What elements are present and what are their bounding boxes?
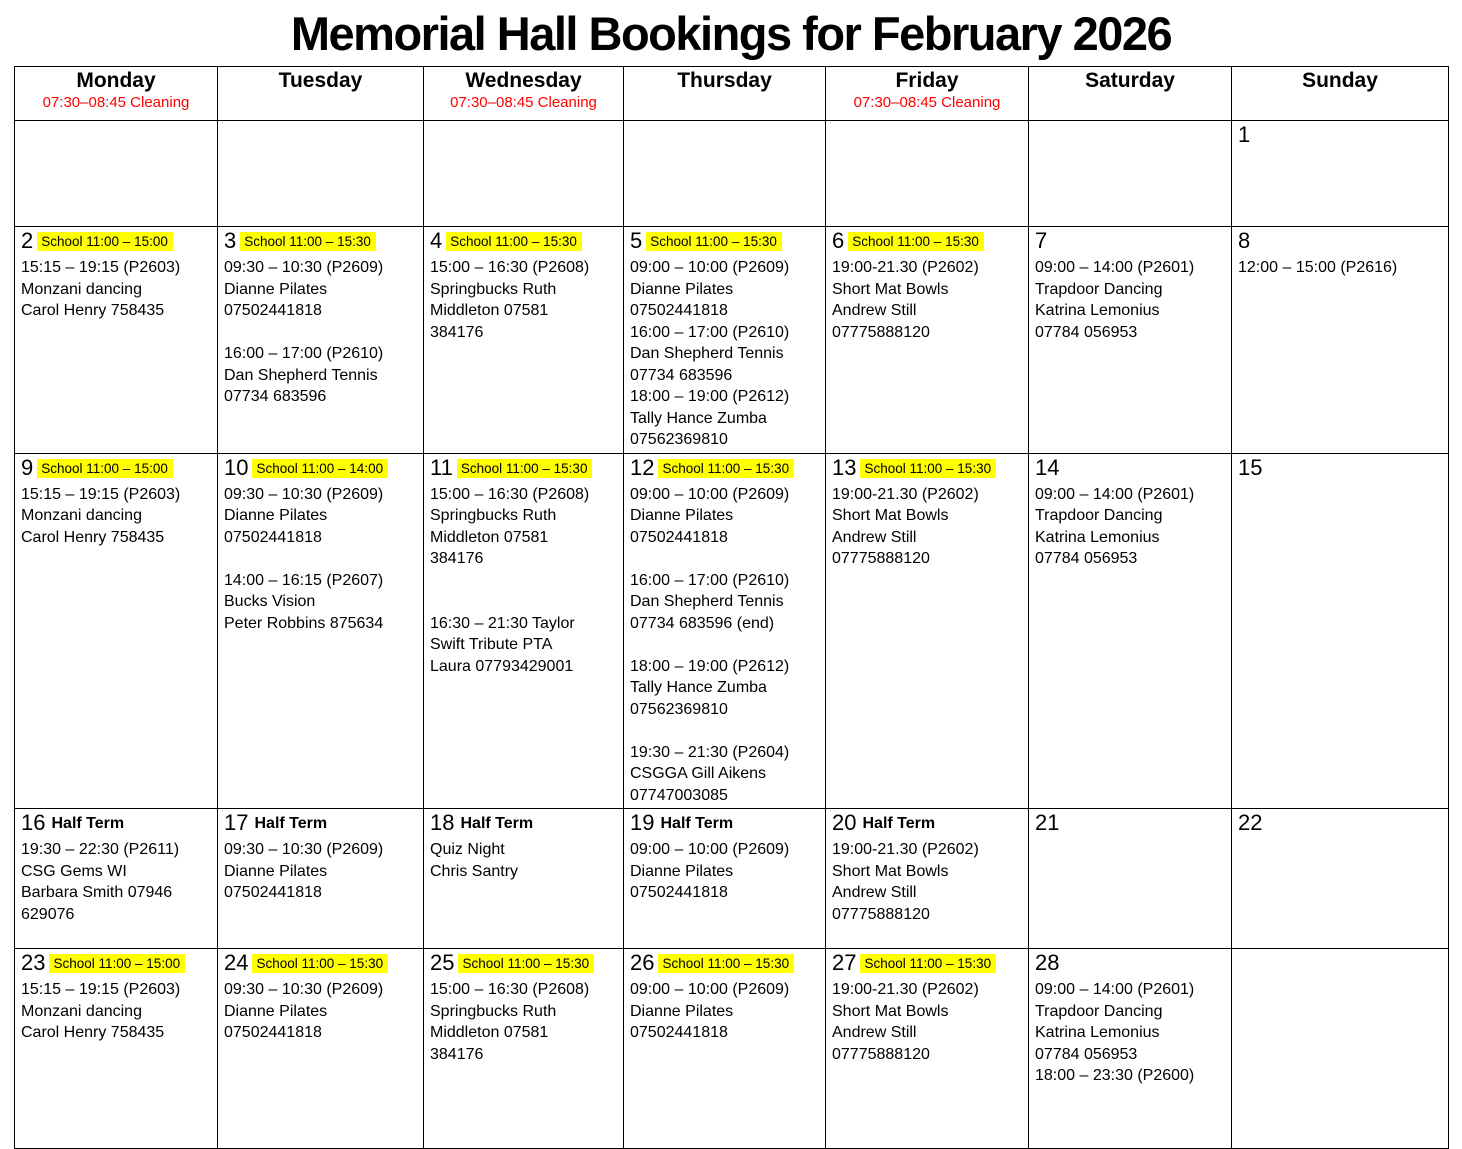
empty-day-cell [15, 121, 218, 227]
booking-line: 09:30 – 10:30 (P2609) [224, 981, 384, 998]
school-hours-badge: School 11:00 – 15:30 [240, 232, 376, 251]
booking-line: 07784 056953 [1035, 550, 1138, 567]
day-number: 16 [21, 810, 46, 835]
booking-line: 15:15 – 19:15 (P2603) [21, 485, 181, 503]
day-cell-2 [15, 227, 218, 454]
booking-line: 384176 [430, 550, 484, 567]
day-number: 14 [1035, 454, 1060, 480]
booking-line-spacer [224, 548, 420, 570]
empty-day-cell [218, 121, 424, 227]
day-cell-header [224, 455, 420, 484]
day-cell-26 [624, 949, 826, 1149]
day-number: 26 [630, 950, 655, 975]
day-cell-18 [424, 809, 624, 949]
weekday-label: Sunday [1302, 69, 1378, 92]
weekday-label: Saturday [1085, 69, 1175, 92]
school-hours-badge: School 11:00 – 15:00 [37, 232, 173, 251]
booking-line: 09:30 – 10:30 (P2609) [224, 485, 384, 503]
booking-line: Springbucks Ruth [430, 507, 557, 524]
booking-line: 07502441818 [224, 1024, 322, 1041]
booking-line: 18:00 – 19:00 (P2612) [630, 388, 790, 405]
day-cell-24 [218, 949, 424, 1149]
day-cell-header [430, 228, 620, 257]
booking-line: 09:30 – 10:30 (P2609) [224, 841, 384, 858]
day-number: 21 [1035, 810, 1060, 835]
booking-line: Katrina Lemonius [1035, 1024, 1160, 1041]
week-row-5 [15, 949, 1449, 1149]
day-number: 13 [832, 454, 857, 480]
day-number: 11 [430, 454, 453, 480]
day-cell-21 [1029, 809, 1232, 949]
booking-line-spacer [630, 548, 822, 570]
weekday-header-wednesday [424, 67, 624, 121]
day-number: 6 [832, 228, 845, 253]
booking-line: Carol Henry 758435 [21, 528, 165, 546]
day-number: 23 [21, 950, 46, 975]
weekday-header-monday [15, 67, 218, 121]
day-cell-header [832, 810, 1025, 839]
booking-line: Dianne Pilates [224, 280, 328, 298]
school-hours-badge: School 11:00 – 15:30 [658, 459, 794, 478]
booking-line: 07502441818 [630, 528, 728, 546]
booking-line: 07502441818 [630, 884, 728, 901]
day-cell-header [430, 950, 620, 979]
booking-line: 07775888120 [832, 550, 930, 567]
booking-line: 07784 056953 [1035, 323, 1138, 341]
booking-line: Swift Tribute PTA [430, 636, 553, 653]
bookings-calendar [14, 66, 1449, 1149]
week-row-4 [15, 809, 1449, 949]
day-number: 9 [21, 454, 34, 480]
booking-line: 09:00 – 14:00 (P2601) [1035, 259, 1195, 276]
weekday-label: Thursday [677, 69, 772, 92]
day-cell-17 [218, 809, 424, 949]
booking-line: Middleton 07581 [430, 528, 549, 546]
day-cell-19 [624, 809, 826, 949]
page-title: Memorial Hall Bookings for February 2026 [290, 7, 1172, 60]
booking-line: Short Mat Bowls [832, 1002, 949, 1020]
school-hours-badge: School 11:00 – 15:30 [860, 954, 996, 973]
booking-line: Middleton 07581 [430, 302, 549, 319]
school-hours-badge: School 11:00 – 15:30 [646, 232, 782, 251]
day-cell-header [1238, 455, 1445, 484]
booking-line: Short Mat Bowls [832, 862, 949, 880]
day-cell-9 [15, 453, 218, 809]
school-hours-badge: School 11:00 – 15:30 [252, 954, 388, 973]
day-number: 3 [224, 228, 237, 253]
day-number: 10 [224, 454, 249, 480]
booking-line: 07734 683596 (end) [630, 614, 775, 632]
day-cell-11 [424, 453, 624, 809]
day-cell-header [21, 228, 214, 257]
day-cell-23 [15, 949, 218, 1149]
empty-day-cell [1029, 121, 1232, 227]
day-cell-header [224, 228, 420, 257]
day-cell-25 [424, 949, 624, 1149]
booking-line: Dianne Pilates [630, 862, 734, 880]
booking-line: 629076 [21, 905, 75, 923]
booking-line: 15:00 – 16:30 (P2608) [430, 485, 590, 503]
booking-line: 07502441818 [630, 1024, 728, 1041]
booking-line: Tally Hance Zumba [630, 409, 767, 427]
booking-line: 07734 683596 [224, 388, 327, 405]
booking-line: 15:00 – 16:30 (P2608) [430, 259, 590, 276]
booking-line: CSG Gems WI [21, 862, 127, 880]
day-cell-6 [826, 227, 1029, 454]
day-cell-header [21, 810, 214, 839]
empty-day-cell [826, 121, 1029, 227]
cleaning-note: 07:30–08:45 Cleaning [450, 94, 597, 111]
booking-line: Katrina Lemonius [1035, 528, 1160, 546]
day-cell-header [224, 810, 420, 839]
booking-line: Short Mat Bowls [832, 507, 949, 524]
booking-line: 15:15 – 19:15 (P2603) [21, 981, 181, 998]
day-cell-28 [1029, 949, 1232, 1149]
booking-line: Quiz Night [430, 841, 505, 858]
day-cell-27 [826, 949, 1029, 1149]
booking-line: Bucks Vision [224, 593, 316, 610]
school-hours-badge: School 11:00 – 15:00 [37, 459, 173, 478]
booking-line: Dan Shepherd Tennis [224, 366, 378, 384]
day-cell-header [832, 228, 1025, 257]
booking-line: 07502441818 [224, 884, 322, 901]
half-term-label: Half Term [51, 815, 125, 832]
day-cell-20 [826, 809, 1029, 949]
booking-line: 19:30 – 21:30 (P2604) [630, 743, 790, 761]
week-row-1 [15, 121, 1449, 227]
booking-line: 14:00 – 16:15 (P2607) [224, 571, 384, 589]
day-cell-5 [624, 227, 826, 454]
day-cell-header [832, 455, 1025, 484]
day-cell-header [1035, 455, 1228, 484]
booking-line: 07775888120 [832, 1045, 930, 1063]
booking-line: 12:00 – 15:00 (P2616) [1238, 259, 1398, 276]
booking-line: Dianne Pilates [630, 280, 734, 298]
day-number: 25 [430, 950, 455, 975]
day-cell-1 [1232, 121, 1449, 227]
day-number: 17 [224, 810, 249, 835]
cleaning-note [220, 94, 421, 112]
booking-line: 18:00 – 19:00 (P2612) [630, 657, 790, 675]
booking-line-spacer [224, 322, 420, 344]
booking-line: 07775888120 [832, 323, 930, 341]
school-hours-badge: School 11:00 – 15:30 [848, 232, 984, 251]
school-hours-badge: School 11:00 – 15:30 [446, 232, 582, 251]
booking-line: Katrina Lemonius [1035, 302, 1160, 319]
booking-line: 09:00 – 10:00 (P2609) [630, 485, 790, 503]
school-hours-badge: School 11:00 – 15:00 [49, 954, 185, 973]
day-cell-header [630, 810, 822, 839]
booking-line: Middleton 07581 [430, 1024, 549, 1041]
booking-line: Carol Henry 758435 [21, 302, 165, 319]
week-row-2 [15, 227, 1449, 454]
day-cell-3 [218, 227, 424, 454]
weekday-header-thursday [624, 67, 826, 121]
booking-line: 18:00 – 23:30 (P2600) [1035, 1067, 1195, 1084]
day-number: 8 [1238, 228, 1251, 253]
day-number: 1 [1238, 122, 1251, 147]
cleaning-note [1031, 94, 1229, 112]
booking-line: 07562369810 [630, 431, 728, 448]
booking-line: 07775888120 [832, 905, 930, 923]
weekday-header-saturday [1029, 67, 1232, 121]
day-cell-header [430, 455, 620, 484]
day-cell-header [832, 950, 1025, 979]
day-cell-header [1035, 950, 1228, 979]
booking-line: Dianne Pilates [630, 1002, 734, 1020]
school-hours-badge: School 11:00 – 15:30 [860, 459, 996, 478]
booking-line: 16:00 – 17:00 (P2610) [630, 323, 790, 341]
booking-line: Dianne Pilates [224, 507, 328, 524]
day-cell-16 [15, 809, 218, 949]
weekday-header-tuesday [218, 67, 424, 121]
school-hours-badge: School 11:00 – 14:00 [252, 459, 388, 478]
day-number: 4 [430, 228, 443, 253]
booking-line: 07502441818 [224, 528, 322, 546]
weekday-label: Monday [76, 69, 156, 92]
day-cell-14 [1029, 453, 1232, 809]
booking-line: 07502441818 [224, 302, 322, 319]
day-cell-7 [1029, 227, 1232, 454]
booking-line: Andrew Still [832, 1024, 917, 1041]
weekday-label: Friday [895, 69, 959, 92]
day-cell-header [630, 228, 822, 257]
booking-line: 09:00 – 14:00 (P2601) [1035, 981, 1195, 998]
day-cell-header [630, 950, 822, 979]
day-number: 19 [630, 810, 655, 835]
school-hours-badge: School 11:00 – 15:30 [658, 954, 794, 973]
empty-day-cell [1232, 949, 1449, 1149]
booking-line: 16:00 – 17:00 (P2610) [224, 345, 384, 362]
booking-line: Chris Santry [430, 862, 519, 880]
half-term-label: Half Term [460, 815, 534, 832]
booking-line: Carol Henry 758435 [21, 1024, 165, 1041]
booking-line: CSGGA Gill Aikens [630, 765, 767, 782]
weekday-label: Wednesday [465, 69, 582, 92]
booking-line: Monzani dancing [21, 1002, 142, 1020]
booking-line: Dan Shepherd Tennis [630, 593, 784, 610]
cleaning-note [626, 94, 823, 112]
day-cell-15 [1232, 453, 1449, 809]
day-cell-header [21, 950, 214, 979]
cleaning-note [1234, 94, 1446, 112]
day-cell-header [1238, 810, 1445, 839]
booking-line: Peter Robbins 875634 [224, 614, 384, 632]
day-cell-header [1238, 228, 1445, 257]
booking-line: Trapdoor Dancing [1035, 507, 1163, 524]
day-cell-header [21, 455, 214, 484]
day-number: 5 [630, 228, 643, 253]
weekday-header-sunday [1232, 67, 1449, 121]
booking-line: Springbucks Ruth [430, 1002, 557, 1020]
day-cell-22 [1232, 809, 1449, 949]
booking-line: Monzani dancing [21, 280, 142, 298]
day-number: 7 [1035, 228, 1048, 253]
day-cell-8 [1232, 227, 1449, 454]
booking-line: 384176 [430, 1045, 484, 1063]
day-cell-header [1238, 122, 1445, 151]
booking-line: 07784 056953 [1035, 1045, 1138, 1063]
booking-line: 19:00-21.30 (P2602) [832, 981, 979, 998]
booking-line-spacer [430, 570, 620, 592]
day-cell-header [1035, 810, 1228, 839]
booking-line-spacer [630, 634, 822, 656]
booking-line: 07502441818 [630, 302, 728, 319]
half-term-label: Half Term [254, 815, 328, 832]
booking-line: Dianne Pilates [224, 862, 328, 880]
day-number: 27 [832, 950, 857, 975]
booking-line: 15:00 – 16:30 (P2608) [430, 981, 590, 998]
booking-line: 07562369810 [630, 700, 728, 718]
booking-line: 384176 [430, 323, 484, 341]
booking-line: Monzani dancing [21, 507, 142, 524]
booking-line: 19:00-21.30 (P2602) [832, 485, 979, 503]
school-hours-badge: School 11:00 – 15:30 [458, 954, 594, 973]
booking-line: 09:00 – 10:00 (P2609) [630, 981, 790, 998]
booking-line: Laura 07793429001 [430, 657, 574, 675]
booking-line: Dianne Pilates [224, 1002, 328, 1020]
booking-line: Dan Shepherd Tennis [630, 345, 784, 362]
booking-line: 19:00-21.30 (P2602) [832, 841, 979, 858]
empty-day-cell [624, 121, 826, 227]
booking-line: Short Mat Bowls [832, 280, 949, 298]
half-term-label: Half Term [660, 815, 734, 832]
booking-line: Trapdoor Dancing [1035, 280, 1163, 298]
day-cell-4 [424, 227, 624, 454]
day-cell-header [224, 950, 420, 979]
weekday-header-friday [826, 67, 1029, 121]
day-number: 18 [430, 810, 455, 835]
booking-line: 07734 683596 [630, 366, 733, 384]
weekday-label: Tuesday [278, 69, 363, 92]
cleaning-note: 07:30–08:45 Cleaning [42, 94, 190, 111]
weekday-header-row [15, 67, 1449, 121]
day-cell-12 [624, 453, 826, 809]
booking-line: 15:15 – 19:15 (P2603) [21, 259, 181, 276]
booking-line-spacer [630, 720, 822, 742]
booking-line: 09:30 – 10:30 (P2609) [224, 259, 384, 276]
week-row-3 [15, 453, 1449, 809]
day-number: 22 [1238, 810, 1263, 835]
booking-line: 19:00-21.30 (P2602) [832, 259, 979, 276]
day-cell-10 [218, 453, 424, 809]
booking-line: 09:00 – 10:00 (P2609) [630, 841, 790, 858]
booking-line: Barbara Smith 07946 [21, 884, 173, 901]
day-number: 2 [21, 228, 34, 253]
booking-line: Tally Hance Zumba [630, 679, 767, 696]
booking-line: 16:30 – 21:30 Taylor [430, 614, 575, 632]
empty-day-cell [424, 121, 624, 227]
booking-line: 07747003085 [630, 786, 728, 804]
day-number: 28 [1035, 950, 1060, 975]
booking-line: 19:30 – 22:30 (P2611) [21, 841, 180, 858]
day-number: 12 [630, 454, 655, 480]
booking-line: Andrew Still [832, 302, 917, 319]
day-number: 20 [832, 810, 857, 835]
booking-line: 16:00 – 17:00 (P2610) [630, 571, 790, 589]
day-number: 15 [1238, 454, 1263, 480]
day-cell-header [1035, 228, 1228, 257]
half-term-label: Half Term [862, 815, 936, 832]
booking-line: Trapdoor Dancing [1035, 1002, 1163, 1020]
day-cell-header [430, 810, 620, 839]
school-hours-badge: School 11:00 – 15:30 [457, 459, 593, 478]
booking-line: Andrew Still [832, 528, 917, 546]
booking-line: 09:00 – 14:00 (P2601) [1035, 485, 1195, 503]
calendar-page [0, 2, 1462, 1149]
booking-line: Dianne Pilates [630, 507, 734, 524]
booking-line: Andrew Still [832, 884, 917, 901]
booking-line-spacer [430, 591, 620, 613]
booking-line: Springbucks Ruth [430, 280, 557, 298]
booking-line: 09:00 – 10:00 (P2609) [630, 259, 790, 276]
day-cell-13 [826, 453, 1029, 809]
day-cell-header [630, 455, 822, 484]
day-number: 24 [224, 950, 249, 975]
cleaning-note: 07:30–08:45 Cleaning [853, 94, 1001, 111]
